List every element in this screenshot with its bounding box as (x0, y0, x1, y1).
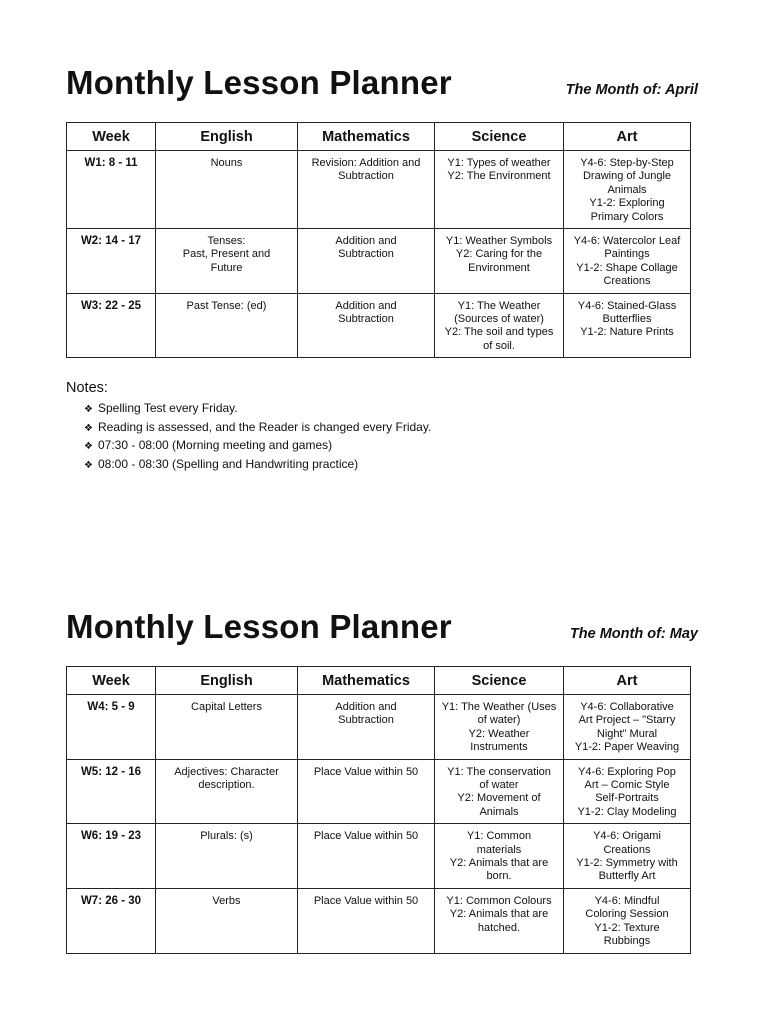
notes-section (66, 380, 698, 474)
cell-line: Y2: Animals that are (449, 908, 549, 921)
lesson-table (66, 122, 691, 358)
cell-line: Nouns (210, 157, 243, 169)
cell-science (435, 293, 564, 358)
cell-art (564, 293, 691, 358)
cell-art (564, 229, 691, 294)
cell-science (435, 695, 564, 760)
cell-english (156, 293, 298, 358)
cell-line: Y1: Weather Symbols (445, 235, 553, 248)
cell-line: Y2: Movement of (457, 792, 541, 805)
cell-line: Primary Colors (590, 210, 664, 223)
cell-art (564, 151, 691, 229)
cell-week: W4: 5 - 9 (67, 695, 156, 760)
cell-art (564, 759, 691, 824)
cell-line: Past Tense: (ed) (186, 299, 267, 312)
cell-line: Self-Portraits (595, 792, 659, 805)
cell-mathematics (298, 759, 435, 824)
note-item (84, 437, 698, 456)
cell-line: Addition and (335, 701, 397, 713)
header-science: Science (435, 123, 564, 151)
cell-line: Subtraction (338, 170, 394, 183)
cell-mathematics (298, 888, 435, 953)
table-body (67, 695, 691, 954)
cell-english (156, 151, 298, 229)
cell-english (156, 824, 298, 889)
cell-line: Y1-2: Exploring (589, 197, 665, 210)
cell-line: Y1: The conservation (447, 765, 551, 778)
note-text: 07:30 - 08:00 (Morning meeting and games) (98, 438, 333, 453)
header-mathematics: Mathematics (298, 667, 435, 695)
cell-line: Y2: The Environment (447, 170, 551, 183)
cell-line: Subtraction (338, 313, 394, 326)
cell-line: hatched. (477, 921, 521, 934)
planner-may (66, 606, 698, 954)
cell-line: Creations (603, 275, 651, 288)
month-label: The Month of: May (569, 626, 698, 642)
planner-header (66, 62, 698, 122)
table-body (67, 151, 691, 358)
cell-week: W6: 19 - 23 (67, 824, 156, 889)
cell-line: Revision: Addition and (311, 157, 421, 169)
cell-line: Instruments (470, 741, 528, 754)
cell-line: Creations (603, 843, 651, 856)
cell-english (156, 695, 298, 760)
header-week: Week (67, 667, 156, 695)
cell-science (435, 759, 564, 824)
cell-week: W7: 26 - 30 (67, 888, 156, 953)
cell-line: description. (198, 779, 255, 792)
header-art: Art (564, 667, 691, 695)
header-english: English (156, 667, 298, 695)
cell-line: Y1-2: Paper Weaving (574, 741, 680, 754)
cell-line: Past, Present and (182, 248, 271, 261)
cell-line: Environment (468, 261, 530, 274)
cell-line: Y1-2: Nature Prints (580, 326, 674, 339)
cell-line: Y1: Common Colours (446, 894, 552, 907)
cell-line: born. (486, 870, 512, 883)
cell-line: Paintings (604, 248, 650, 261)
cell-line: Tenses: (207, 235, 246, 248)
cell-line: Y4-6: Collaborative (580, 701, 674, 713)
cell-line: Verbs (212, 894, 241, 907)
cell-line: Y2: The soil and types (444, 326, 554, 339)
table-row (67, 229, 691, 294)
cell-line: Y2: Caring for the (455, 248, 543, 261)
cell-line: Y4-6: Origami (593, 830, 661, 843)
cell-science (435, 824, 564, 889)
cell-line: Place Value within 50 (313, 830, 419, 843)
cell-line: Y1-2: Texture (594, 921, 660, 934)
page-title: Monthly Lesson Planner (66, 608, 452, 645)
note-text: Reading is assessed, and the Reader is changed every Friday. (98, 419, 432, 434)
cell-line: of water) (477, 714, 521, 727)
cell-mathematics (298, 293, 435, 358)
cell-science (435, 229, 564, 294)
cell-line: Subtraction (338, 714, 394, 727)
cell-english (156, 888, 298, 953)
cell-line: Future (210, 261, 243, 274)
cell-line: Animals (479, 805, 519, 818)
note-item (84, 419, 698, 438)
cell-art (564, 824, 691, 889)
cell-line: Addition and (335, 299, 397, 312)
cell-line: Animals (607, 183, 647, 196)
table-row (67, 151, 691, 229)
cell-line: Adjectives: Character (174, 765, 279, 778)
month-label: The Month of: April (565, 82, 698, 98)
cell-line: Rubbings (603, 935, 651, 948)
cell-line: Y1-2: Clay Modeling (577, 805, 677, 818)
notes-list (66, 400, 698, 474)
header-english: English (156, 123, 298, 151)
lesson-table (66, 666, 691, 954)
cell-line: Y1: Common (466, 830, 532, 843)
diamond-bullet-icon: ❖ (84, 404, 93, 416)
table-row (67, 695, 691, 760)
cell-line: Art Project – "Starry (578, 714, 676, 727)
note-text: Spelling Test every Friday. (98, 401, 238, 416)
cell-science (435, 888, 564, 953)
cell-mathematics (298, 229, 435, 294)
cell-week: W3: 22 - 25 (67, 293, 156, 358)
cell-line: Y4-6: Step-by-Step (580, 157, 674, 169)
cell-line: Plurals: (s) (200, 830, 253, 843)
header-week: Week (67, 123, 156, 151)
cell-line: Butterflies (602, 313, 652, 326)
cell-week: W1: 8 - 11 (67, 151, 156, 229)
cell-line: materials (476, 843, 522, 856)
header-science: Science (435, 667, 564, 695)
table-header-row (67, 667, 691, 695)
page-title: Monthly Lesson Planner (66, 64, 452, 101)
note-item (84, 456, 698, 475)
cell-science (435, 151, 564, 229)
cell-line: Y4-6: Exploring Pop (578, 765, 676, 778)
cell-line: Y4-6: Mindful (594, 894, 660, 907)
cell-line: Place Value within 50 (313, 765, 419, 778)
cell-mathematics (298, 695, 435, 760)
cell-line: Addition and (335, 235, 397, 248)
notes-title: Notes: (66, 380, 108, 397)
cell-line: Y4-6: Stained-Glass (577, 299, 677, 312)
table-row (67, 759, 691, 824)
header-mathematics: Mathematics (298, 123, 435, 151)
cell-english (156, 229, 298, 294)
cell-line: Y1-2: Shape Collage (576, 261, 678, 274)
planner-header (66, 606, 698, 666)
table-row (67, 824, 691, 889)
cell-line: Y1: The Weather (457, 299, 541, 312)
cell-line: of soil. (483, 339, 515, 352)
cell-line: Y4-6: Watercolor Leaf (573, 235, 681, 248)
cell-line: Coloring Session (585, 908, 669, 921)
diamond-bullet-icon: ❖ (84, 459, 93, 471)
cell-week: W2: 14 - 17 (67, 229, 156, 294)
cell-line: Night" Mural (596, 727, 658, 740)
diamond-bullet-icon: ❖ (84, 441, 93, 453)
planner-april (66, 62, 698, 474)
cell-line: Y2: Weather (468, 727, 530, 740)
cell-line: Capital Letters (191, 701, 262, 713)
table-row (67, 293, 691, 358)
cell-line: (Sources of water) (454, 313, 544, 326)
cell-line: of water (479, 779, 519, 792)
cell-line: Place Value within 50 (313, 894, 419, 907)
cell-mathematics (298, 824, 435, 889)
cell-english (156, 759, 298, 824)
cell-line: Art – Comic Style (584, 779, 670, 792)
cell-line: Drawing of Jungle (582, 170, 672, 183)
note-text: 08:00 - 08:30 (Spelling and Handwriting practice) (98, 456, 359, 471)
table-header-row (67, 123, 691, 151)
cell-line: Butterfly Art (598, 870, 656, 883)
cell-line: Y2: Animals that are (449, 857, 549, 870)
cell-mathematics (298, 151, 435, 229)
table-row (67, 888, 691, 953)
note-item (84, 400, 698, 419)
cell-line: Y1: The Weather (Uses (441, 701, 557, 713)
cell-line: Subtraction (338, 248, 394, 261)
cell-week: W5: 12 - 16 (67, 759, 156, 824)
cell-line: Y1: Types of weather (447, 157, 551, 169)
header-art: Art (564, 123, 691, 151)
diamond-bullet-icon: ❖ (84, 422, 93, 434)
cell-line: Y1-2: Symmetry with (576, 857, 678, 870)
cell-art (564, 888, 691, 953)
cell-art (564, 695, 691, 760)
